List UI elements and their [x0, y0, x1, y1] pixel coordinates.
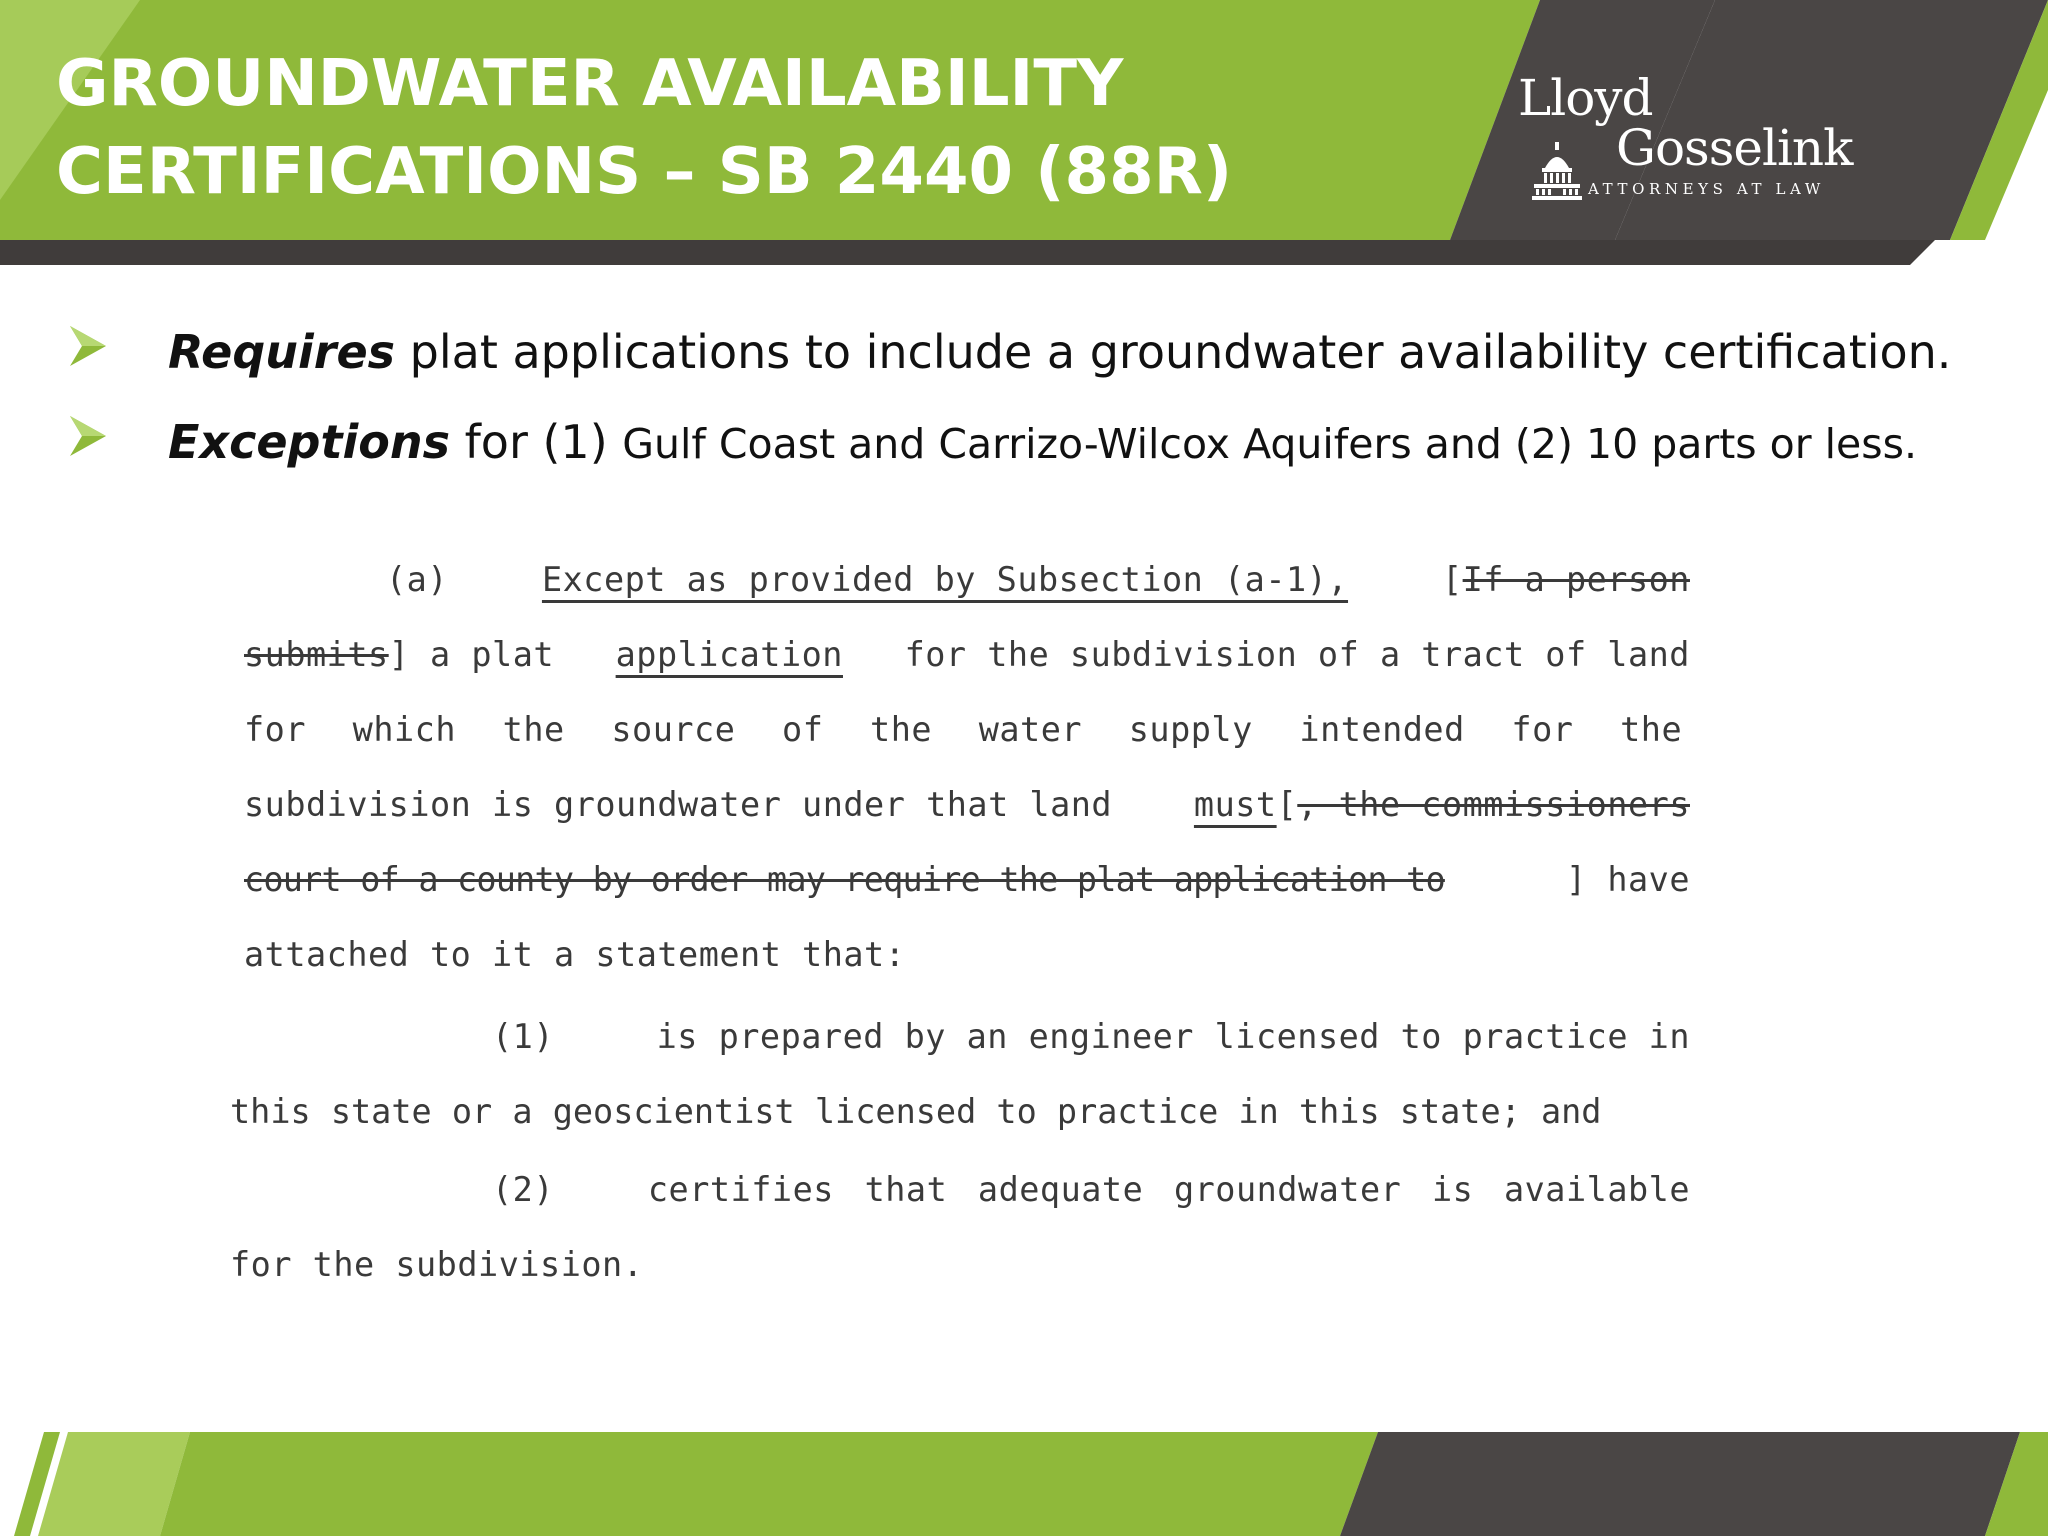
statute-text: ] a plat: [388, 635, 555, 674]
statute-line-8: this state or a geoscientist licensed to practice in this state; and: [230, 1092, 1602, 1131]
statute-text: is prepared by an engineer licensed to practice in: [656, 1017, 1690, 1056]
statute-line-5: [244, 860, 1690, 910]
slide-title-line-1: GROUNDWATER AVAILABILITY: [56, 47, 1124, 121]
statute-line-3: for which the source of the water supply intended for the: [244, 710, 1683, 749]
item-1-label: (1): [492, 1017, 555, 1056]
deleted-text: court of a county by order may require the plat application to: [244, 860, 1445, 899]
bullet-body-exceptions-a: for (1): [449, 415, 623, 469]
item-2-label: (2): [492, 1170, 555, 1209]
logo-word-lloyd: Lloyd: [1518, 69, 1653, 127]
bullet-item-requires: [64, 320, 1984, 410]
bullet-body-requires: plat applications to include a groundwater availability certification.: [395, 325, 1952, 379]
deleted-text: , the commissioners: [1297, 785, 1690, 824]
footer-banner: [0, 1430, 2048, 1536]
bullet-list: [64, 320, 1984, 500]
slide-title-line-2: CERTIFICATIONS – SB 2440 (88R): [56, 135, 1233, 209]
inserted-text: application: [615, 635, 843, 674]
logo-tagline: ATTORNEYS AT LAW: [1588, 180, 1825, 198]
arrow-bullet-icon: [68, 324, 108, 368]
statute-line-9: [492, 1170, 1690, 1220]
bullet-lead-exceptions: Exceptions: [168, 415, 450, 469]
deleted-text: If a person: [1462, 560, 1690, 599]
footer-green-band: [160, 1432, 1378, 1536]
statute-text: ] have: [1565, 860, 1690, 899]
bullet-text-exceptions: [168, 410, 1917, 476]
statute-line-4: [244, 785, 1690, 835]
bullet-item-exceptions: [64, 410, 1984, 500]
statute-text: certifies that adequate groundwater is available: [647, 1170, 1690, 1209]
statute-line-6: attached to it a statement that:: [244, 935, 906, 974]
statute-line-1: [386, 560, 1690, 610]
logo-word-gosselink: Gosselink: [1616, 119, 1853, 177]
subsection-a-label: (a): [386, 560, 449, 599]
statute-line-7: [492, 1017, 1690, 1067]
firm-logo: [1508, 70, 1908, 210]
bullet-body-exceptions-b: Gulf Coast and Carrizo-Wilcox Aquifers and (2) 10 parts or less.: [622, 420, 1918, 468]
statute-line-2: [244, 635, 1690, 685]
slide-title: [56, 40, 1436, 216]
statute-line-10: for the subdivision.: [230, 1245, 644, 1284]
statute-text: subdivision is groundwater under that land: [244, 785, 1113, 824]
inserted-text: Except as provided by Subsection (a-1),: [541, 560, 1349, 599]
footer-dark-band: [1340, 1432, 2020, 1536]
arrow-bullet-icon: [68, 414, 108, 458]
statute-text: for the subdivision of a tract of land: [904, 635, 1690, 674]
bullet-lead-requires: Requires: [168, 325, 396, 379]
capitol-dome-icon: [1532, 142, 1582, 200]
header-dark-underbar: [0, 240, 1935, 265]
bullet-text-requires: [168, 320, 1951, 384]
bracket: [: [1276, 785, 1298, 824]
bracket: [: [1441, 560, 1463, 599]
inserted-text: must: [1193, 785, 1277, 824]
deleted-text: submits: [244, 635, 389, 674]
